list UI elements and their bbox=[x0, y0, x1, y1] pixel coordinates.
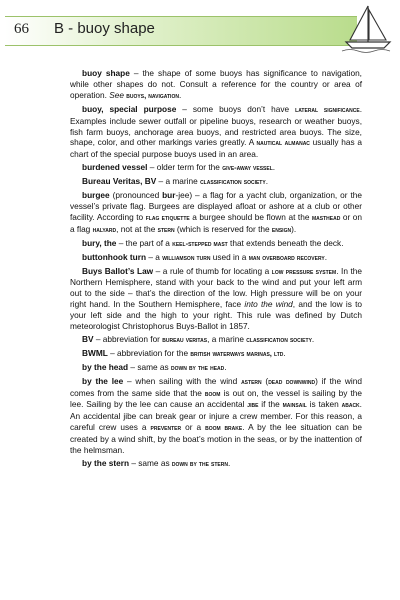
entry-headword: BV bbox=[82, 333, 94, 344]
dictionary-entry bbox=[70, 68, 362, 102]
entry-text: – abbreviation for bbox=[93, 333, 163, 344]
entry-text: – older term for the bbox=[147, 162, 223, 173]
entry-text: – same as bbox=[128, 361, 171, 372]
cross-reference: classification society bbox=[246, 334, 312, 344]
dictionary-entry bbox=[70, 162, 362, 174]
entry-text: into the wind bbox=[244, 299, 293, 310]
cross-reference: give-away vessel bbox=[222, 163, 273, 173]
entry-text: (which is reserved for the bbox=[174, 223, 272, 234]
entry-text: . A by the lee situation can be created by a wind shift, by the boat’s motion in the seas, or by the inattention of the helmsman. bbox=[70, 422, 362, 456]
entry-text: . An accidental jibe can break gear or injure a crew member. For this reason, a careful crew uses a bbox=[70, 399, 362, 433]
entry-text: – the shape of some buoys has significance to navigation, while other shapes do not. Consult a reference for the country or area of operation. bbox=[70, 68, 362, 100]
entry-text: . bbox=[178, 89, 182, 100]
running-head: B - buoy shape bbox=[54, 20, 155, 37]
entry-text: . Examples include sewer outfall or pipeline buoys, research or weather buoys, fish farm buoys, anchorage area buoys, and restricted area buoys. The size, shape, color, and other markings varies greatly. A bbox=[70, 103, 363, 148]
entry-text: used in a bbox=[210, 251, 249, 262]
dictionary-entry bbox=[70, 252, 362, 264]
entry-text: . bbox=[324, 251, 328, 262]
sailboat-icon bbox=[340, 2, 396, 54]
entry-text: . bbox=[265, 176, 269, 187]
entry-text: a burgee should be flown at the bbox=[189, 211, 312, 222]
entry-text: – same as bbox=[129, 458, 172, 468]
dictionary-entry bbox=[70, 190, 362, 236]
entry-headword: buttonhook turn bbox=[82, 251, 147, 262]
entry-headword: by the stern bbox=[82, 458, 130, 468]
entry-text: – when sailing with the wind bbox=[123, 375, 242, 386]
entry-text: ). bbox=[291, 223, 297, 234]
page-header bbox=[0, 0, 400, 60]
cross-reference: keel-stepped mast bbox=[172, 238, 228, 248]
cross-reference: lateral significance bbox=[295, 104, 360, 114]
entry-text: – a bbox=[146, 251, 163, 262]
cross-reference: boom bbox=[204, 388, 221, 398]
entry-headword: bury, the bbox=[82, 237, 117, 248]
entry-headword: buoy shape bbox=[82, 68, 130, 78]
dictionary-entry bbox=[70, 104, 362, 161]
entry-text: . bbox=[227, 458, 231, 468]
entry-text: ( bbox=[261, 375, 269, 386]
entry-text: ) if the wind comes from the same side that the bbox=[70, 375, 362, 398]
cross-reference: preventer bbox=[150, 423, 182, 433]
cross-reference: ensign bbox=[271, 224, 292, 234]
entry-text: – a marine bbox=[156, 176, 201, 187]
entry-text: – a rule of thumb for locating a bbox=[153, 265, 272, 276]
cross-reference: low pressure system bbox=[271, 266, 337, 276]
cross-reference: mainsail bbox=[282, 400, 307, 410]
entry-text: – abbreviation for the bbox=[107, 347, 191, 358]
entry-text: See bbox=[109, 89, 127, 100]
entry-text: usually has a chart of the special purpose buoys used in an area. bbox=[70, 137, 363, 160]
entry-text: (pronounced bbox=[109, 190, 163, 201]
cross-reference: flag etiquette bbox=[145, 212, 190, 222]
cross-reference: british waterways marinas, ltd bbox=[190, 348, 284, 358]
entry-headword: buoy, special purpose bbox=[82, 103, 177, 114]
dictionary-entry bbox=[70, 266, 362, 332]
dictionary-entry bbox=[70, 376, 362, 456]
cross-reference: nautical almanac bbox=[256, 138, 310, 148]
entry-text: – some buoys don’t have bbox=[176, 103, 296, 114]
entry-text: that extends beneath the deck. bbox=[227, 237, 344, 248]
cross-reference: man overboard recovery bbox=[248, 252, 325, 262]
entry-text: bur bbox=[162, 190, 176, 201]
entry-text: -jee) – a flag for a yacht club, organization, or the vessel’s private flag. Burgees are displayed afloat or ashore at a club or other facility. According to bbox=[70, 190, 362, 222]
entry-text: . bbox=[272, 162, 276, 173]
entry-text: . bbox=[311, 333, 315, 344]
cross-reference: down by the head bbox=[171, 362, 225, 372]
entry-text: . In the Northern Hemisphere, stand with your back to the wind and put your left arm out to the side – that’s the direction of the low. High pressure will be on your right hand. In the Southern Hemisphere, face bbox=[70, 265, 362, 310]
dictionary-entry bbox=[70, 348, 362, 360]
dictionary-entry bbox=[70, 362, 362, 374]
cross-reference: aback bbox=[341, 400, 360, 410]
entry-text: . bbox=[224, 361, 227, 372]
entry-text: , and the low is to your left side and the high to your right. This rule was defined by Dutch meteorologist Christophorus Buys-Ballot in 1857. bbox=[70, 299, 362, 332]
entry-headword: BWML bbox=[82, 347, 108, 358]
dictionary-entry bbox=[70, 176, 362, 188]
cross-reference: stern bbox=[157, 224, 175, 234]
entry-text: , a marine bbox=[207, 333, 247, 344]
cross-reference: masthead bbox=[311, 212, 341, 222]
cross-reference: jibe bbox=[247, 400, 259, 410]
entry-text: or on a flag bbox=[70, 211, 363, 234]
entry-headword: burgee bbox=[82, 190, 110, 201]
entry-headword: by the lee bbox=[82, 375, 124, 386]
entry-text: if the bbox=[258, 399, 283, 410]
cross-reference: dead downwind bbox=[268, 376, 316, 386]
cross-reference: buoys, navigation bbox=[126, 90, 179, 100]
cross-reference: down by the stern bbox=[171, 459, 228, 468]
dictionary-entry bbox=[70, 334, 362, 346]
entry-text: . bbox=[283, 347, 286, 358]
entry-text: is taken bbox=[306, 399, 342, 410]
entry-text: , not at the bbox=[116, 223, 158, 234]
entry-text: – the part of a bbox=[116, 237, 173, 248]
cross-reference: boom brake bbox=[205, 423, 243, 433]
dictionary-entry bbox=[70, 238, 362, 250]
cross-reference: halyard bbox=[92, 224, 117, 234]
dictionary-entry bbox=[70, 458, 362, 470]
cross-reference: classification society bbox=[200, 177, 266, 187]
entry-text: is out on, the vessel is sailing by the lee. Sailing by the lee can cause an accidental bbox=[70, 387, 362, 410]
entry-headword: burdened vessel bbox=[82, 162, 148, 173]
entry-headword: by the head bbox=[82, 361, 129, 372]
dictionary-entries bbox=[70, 68, 362, 472]
page-number: 66 bbox=[14, 21, 29, 37]
entry-headword: Bureau Veritas, BV bbox=[82, 176, 157, 187]
cross-reference: bureau veritas bbox=[162, 334, 208, 344]
cross-reference: astern bbox=[241, 376, 262, 386]
cross-reference: williamson turn bbox=[162, 252, 211, 262]
entry-text: or a bbox=[181, 422, 206, 433]
entry-headword: Buys Ballot’s Law bbox=[82, 265, 154, 276]
